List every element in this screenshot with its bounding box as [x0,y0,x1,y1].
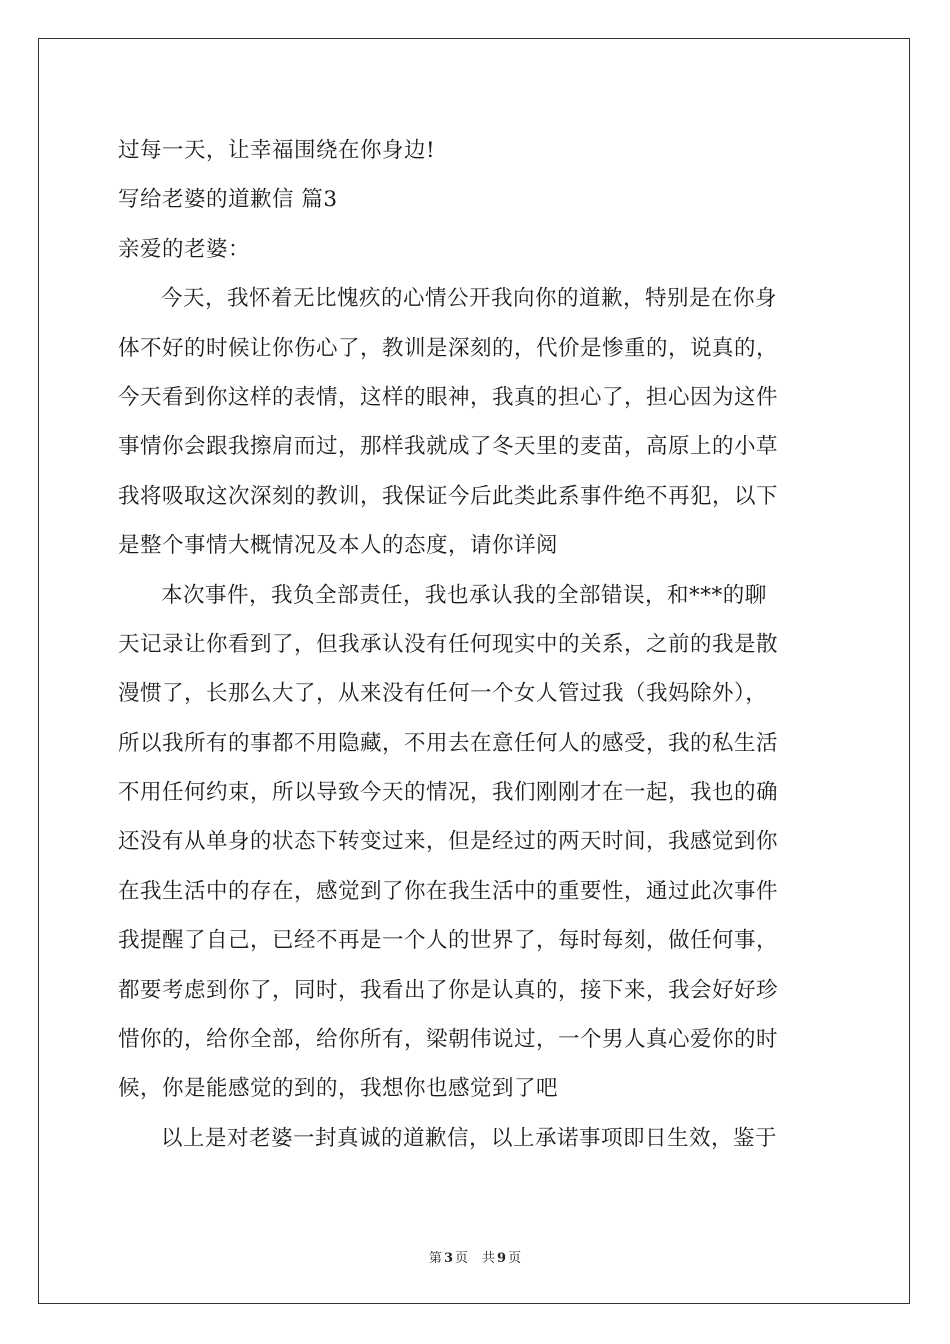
text-line: 惜你的，给你全部，给你所有，梁朝伟说过，一个男人真心爱你的时 [118,1027,779,1053]
total-prefix: 共 [482,1251,496,1266]
text-line: 所以我所有的事都不用隐藏，不用去在意任何人的感受，我的私生活 [118,730,779,756]
text-line: 我提醒了自己，已经不再是一个人的世界了，每时每刻，做任何事， [118,928,779,954]
text-line: 不用任何约束，所以导致今天的情况，我们刚刚才在一起，我也的确 [118,780,779,806]
text-line: 是整个事情大概情况及本人的态度，请你详阅 [118,533,559,559]
total-page-number: 9 [497,1251,507,1266]
text-line: 天记录让你看到了，但我承认没有任何现实中的关系，之前的我是散 [118,631,779,657]
text-line: 我将吸取这次深刻的教训，我保证今后此类此系事件绝不再犯，以下 [118,483,779,509]
salutation: 亲爱的老婆： [118,236,251,262]
page-suffix: 页 [454,1251,468,1266]
text-line: 本次事件，我负全部责任，我也承认我的全部错误，和***的聊 [161,582,767,608]
total-suffix: 页 [508,1251,522,1266]
text-line: 体不好的时候让你伤心了，教训是深刻的，代价是惨重的，说真的， [118,335,779,361]
page-prefix: 第 [428,1251,442,1266]
text-line: 今天，我怀着无比愧疚的心情公开我向你的道歉，特别是在你身 [161,286,778,312]
text-line: 以上是对老婆一封真诚的道歉信，以上承诺事项即日生效，鉴于 [161,1125,778,1151]
section-heading: 写给老婆的道歉信 篇3 [118,187,338,213]
text-line: 在我生活中的存在，感觉到了你在我生活中的重要性，通过此次事件 [118,878,779,904]
text-line: 过每一天，让幸福围绕在你身边! [118,138,436,163]
current-page-number: 3 [443,1251,453,1266]
text-line: 今天看到你这样的表情，这样的眼神，我真的担心了，担心因为这件 [118,384,779,410]
page-footer [0,1247,950,1266]
text-line: 都要考虑到你了，同时，我看出了你是认真的，接下来，我会好好珍 [118,977,779,1003]
text-line: 事情你会跟我擦肩而过，那样我就成了冬天里的麦苗，高原上的小草 [118,434,779,460]
text-line: 还没有从单身的状态下转变过来，但是经过的两天时间，我感觉到你 [118,829,779,855]
text-line: 漫惯了，长那么大了，从来没有任何一个女人管过我（我妈除外）， [118,681,768,707]
text-line: 候，你是能感觉的到的，我想你也感觉到了吧 [118,1076,559,1102]
document-body [118,126,838,1163]
